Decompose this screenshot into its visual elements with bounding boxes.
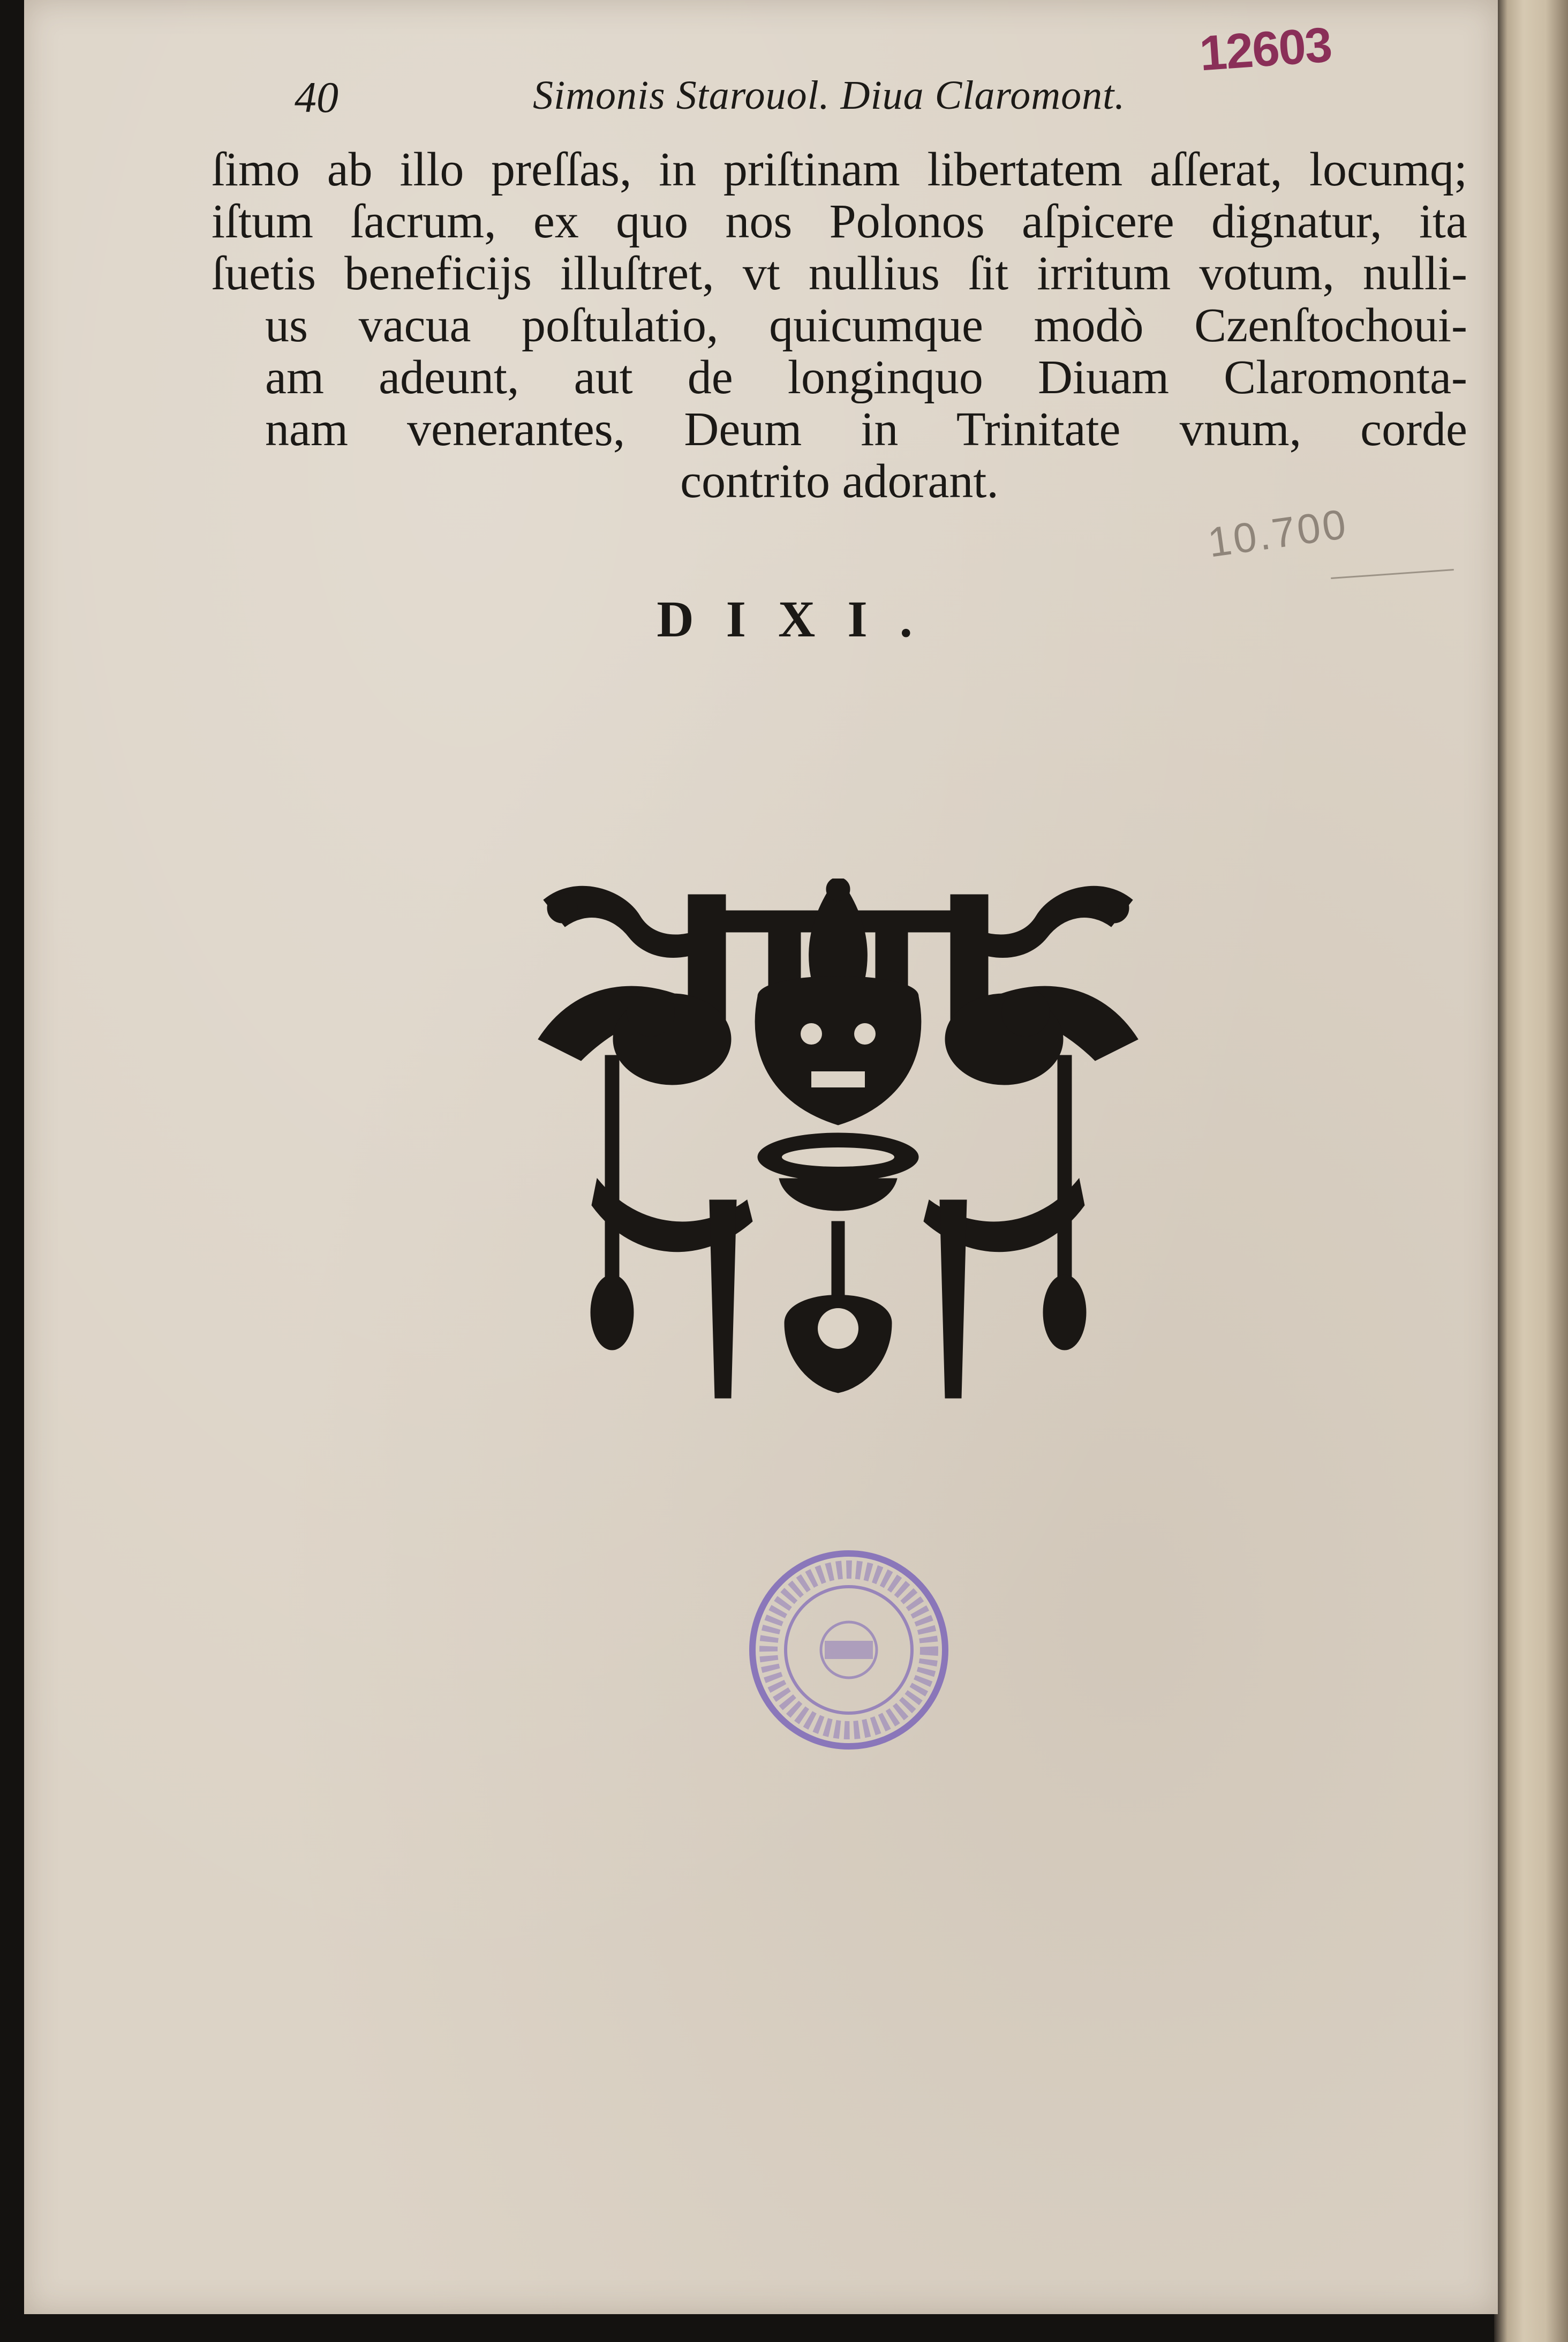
- text-line: us vacua poſtulatio, quicumque modò Czenſtochoui-: [265, 299, 1467, 351]
- book-page: [24, 0, 1498, 2314]
- text-line: iſtum ſacrum, ex quo nos Polonos aſpicere dignatur, ita: [212, 196, 1467, 247]
- woodcut-ornament-icon: [533, 879, 1143, 1409]
- closing-word: DIXI.: [657, 590, 945, 648]
- adjacent-page-edge: [1494, 0, 1568, 2342]
- body-text: [212, 144, 1467, 507]
- folio-number: 40: [295, 73, 338, 122]
- shelfmark-annotation: 12603: [1197, 17, 1333, 81]
- text-line: am adeunt, aut de longinquo Diuam Claromonta-: [265, 351, 1467, 403]
- running-title: Simonis Starouol. Diua Claromont.: [533, 73, 1126, 118]
- pencil-underline: [1331, 569, 1454, 579]
- text-line: ſimo ab illo preſſas, in priſtinam libertatem aſſerat, locumq;: [212, 144, 1467, 196]
- page-header: [270, 67, 1288, 126]
- text-line: contrito adorant.: [680, 455, 999, 507]
- text-line: ſuetis beneficijs illuſtret, vt nullius ſit irritum votum, nulli-: [212, 247, 1467, 299]
- library-stamp-icon: [744, 1545, 953, 1754]
- text-line: nam venerantes, Deum in Trinitate vnum, corde: [265, 403, 1467, 455]
- pencil-note: 10.700: [1205, 500, 1351, 566]
